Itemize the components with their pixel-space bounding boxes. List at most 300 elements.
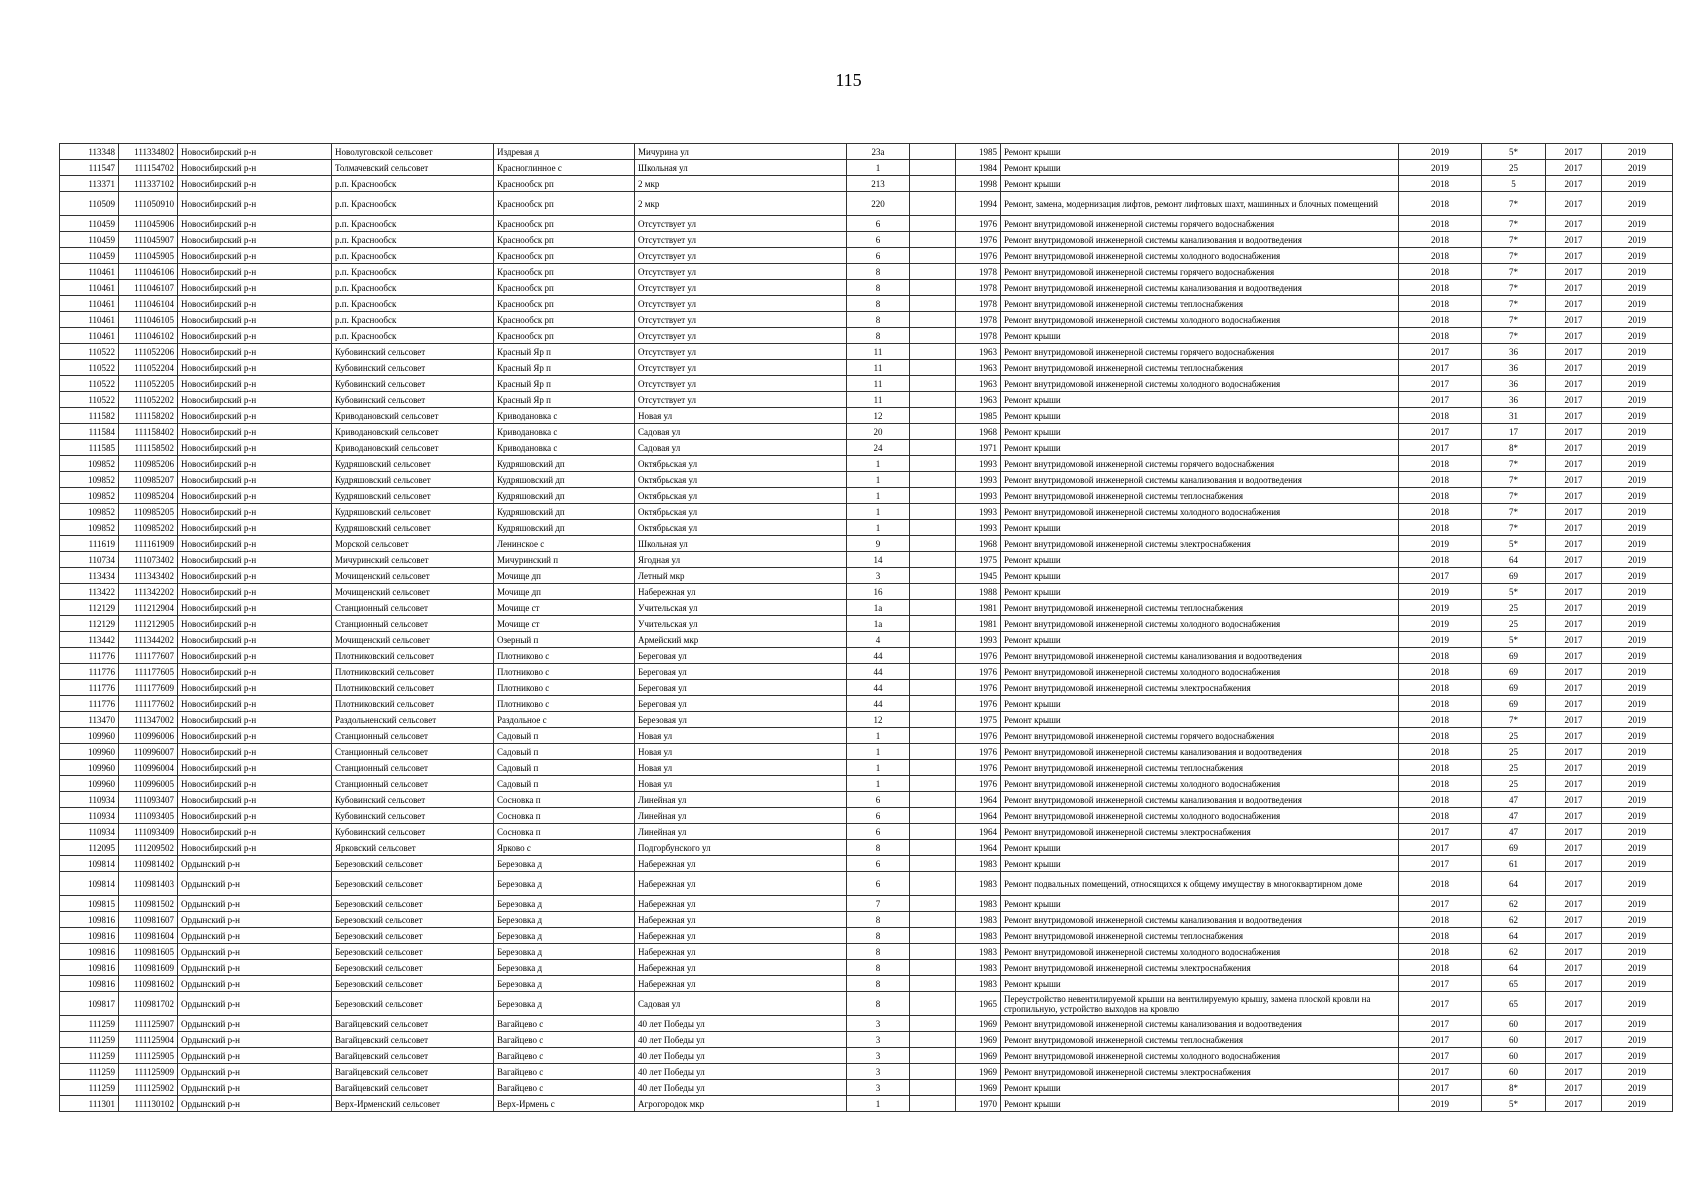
locality-cell: Вагайцево с: [494, 1080, 635, 1096]
blank-cell: [910, 520, 956, 536]
street-cell: Октябрьская ул: [635, 472, 847, 488]
district-cell: Новосибирский р-н: [178, 456, 332, 472]
end-year-cell: 2019: [1602, 648, 1673, 664]
term-cell: 7*: [1482, 520, 1546, 536]
id-cell: 112129: [60, 616, 119, 632]
plan-year-cell: 2018: [1399, 232, 1482, 248]
end-year-cell: 2019: [1602, 264, 1673, 280]
year-built-cell: 1993: [956, 520, 1001, 536]
code-cell: 110996004: [119, 760, 178, 776]
start-year-cell: 2017: [1546, 408, 1602, 424]
term-cell: 7*: [1482, 232, 1546, 248]
term-cell: 25: [1482, 616, 1546, 632]
term-cell: 61: [1482, 856, 1546, 872]
end-year-cell: 2019: [1602, 144, 1673, 160]
house-cell: 1: [847, 744, 910, 760]
house-cell: 1: [847, 504, 910, 520]
street-cell: Новая ул: [635, 408, 847, 424]
term-cell: 7*: [1482, 328, 1546, 344]
work-type-cell: Ремонт внутридомовой инженерной системы холодного водоснабжения: [1001, 504, 1399, 520]
plan-year-cell: 2017: [1399, 440, 1482, 456]
id-cell: 111619: [60, 536, 119, 552]
street-cell: Береговая ул: [635, 648, 847, 664]
year-built-cell: 1976: [956, 216, 1001, 232]
term-cell: 64: [1482, 960, 1546, 976]
year-built-cell: 1976: [956, 680, 1001, 696]
start-year-cell: 2017: [1546, 488, 1602, 504]
term-cell: 7*: [1482, 264, 1546, 280]
term-cell: 5*: [1482, 144, 1546, 160]
code-cell: 110981402: [119, 856, 178, 872]
house-cell: 8: [847, 280, 910, 296]
plan-year-cell: 2017: [1399, 856, 1482, 872]
work-type-cell: Ремонт внутридомовой инженерной системы холодного водоснабжения: [1001, 312, 1399, 328]
locality-cell: Раздольное с: [494, 712, 635, 728]
blank-cell: [910, 856, 956, 872]
id-cell: 109852: [60, 472, 119, 488]
house-cell: 4: [847, 632, 910, 648]
code-cell: 111130102: [119, 1096, 178, 1112]
code-cell: 111052204: [119, 360, 178, 376]
table-row: [60, 408, 1673, 424]
district-cell: Новосибирский р-н: [178, 712, 332, 728]
year-built-cell: 1993: [956, 472, 1001, 488]
id-cell: 111547: [60, 160, 119, 176]
year-built-cell: 1968: [956, 424, 1001, 440]
blank-cell: [910, 192, 956, 216]
work-type-cell: Ремонт крыши: [1001, 1096, 1399, 1112]
code-cell: 110981604: [119, 928, 178, 944]
work-type-cell: Ремонт крыши: [1001, 856, 1399, 872]
code-cell: 111125905: [119, 1048, 178, 1064]
term-cell: 47: [1482, 792, 1546, 808]
table-row: [60, 776, 1673, 792]
year-built-cell: 1978: [956, 312, 1001, 328]
house-cell: 1: [847, 472, 910, 488]
house-cell: 20: [847, 424, 910, 440]
end-year-cell: 2019: [1602, 616, 1673, 632]
blank-cell: [910, 280, 956, 296]
table-row: [60, 192, 1673, 216]
street-cell: 40 лет Победы ул: [635, 1064, 847, 1080]
table-row: [60, 928, 1673, 944]
code-cell: 111212905: [119, 616, 178, 632]
municipality-cell: Станционный сельсовет: [332, 616, 494, 632]
start-year-cell: 2017: [1546, 744, 1602, 760]
plan-year-cell: 2017: [1399, 896, 1482, 912]
end-year-cell: 2019: [1602, 176, 1673, 192]
municipality-cell: Морской сельсовет: [332, 536, 494, 552]
plan-year-cell: 2018: [1399, 520, 1482, 536]
plan-year-cell: 2017: [1399, 992, 1482, 1016]
term-cell: 7*: [1482, 472, 1546, 488]
district-cell: Новосибирский р-н: [178, 584, 332, 600]
start-year-cell: 2017: [1546, 248, 1602, 264]
blank-cell: [910, 216, 956, 232]
district-cell: Ордынский р-н: [178, 856, 332, 872]
id-cell: 110459: [60, 248, 119, 264]
plan-year-cell: 2019: [1399, 616, 1482, 632]
id-cell: 110522: [60, 344, 119, 360]
code-cell: 111045906: [119, 216, 178, 232]
blank-cell: [910, 488, 956, 504]
code-cell: 111177605: [119, 664, 178, 680]
work-type-cell: Ремонт внутридомовой инженерной системы электроснабжения: [1001, 680, 1399, 696]
municipality-cell: Криводановский сельсовет: [332, 440, 494, 456]
municipality-cell: Мочищенский сельсовет: [332, 632, 494, 648]
end-year-cell: 2019: [1602, 728, 1673, 744]
blank-cell: [910, 160, 956, 176]
end-year-cell: 2019: [1602, 312, 1673, 328]
start-year-cell: 2017: [1546, 392, 1602, 408]
locality-cell: Кудряшовский дп: [494, 504, 635, 520]
blank-cell: [910, 328, 956, 344]
table-row: [60, 424, 1673, 440]
house-cell: 16: [847, 584, 910, 600]
id-cell: 109960: [60, 760, 119, 776]
start-year-cell: 2017: [1546, 944, 1602, 960]
id-cell: 111585: [60, 440, 119, 456]
house-cell: 44: [847, 680, 910, 696]
locality-cell: Краснообск рп: [494, 248, 635, 264]
blank-cell: [910, 1016, 956, 1032]
street-cell: Отсутствует ул: [635, 344, 847, 360]
table-row: [60, 296, 1673, 312]
district-cell: Новосибирский р-н: [178, 664, 332, 680]
term-cell: 64: [1482, 928, 1546, 944]
code-cell: 110996007: [119, 744, 178, 760]
id-cell: 109816: [60, 912, 119, 928]
term-cell: 36: [1482, 344, 1546, 360]
year-built-cell: 1968: [956, 536, 1001, 552]
municipality-cell: Березовский сельсовет: [332, 992, 494, 1016]
municipality-cell: Березовский сельсовет: [332, 944, 494, 960]
house-cell: 8: [847, 960, 910, 976]
start-year-cell: 2017: [1546, 632, 1602, 648]
id-cell: 109960: [60, 776, 119, 792]
end-year-cell: 2019: [1602, 792, 1673, 808]
house-cell: 6: [847, 808, 910, 824]
code-cell: 111342202: [119, 584, 178, 600]
locality-cell: Краснообск рп: [494, 296, 635, 312]
table-row: [60, 232, 1673, 248]
blank-cell: [910, 696, 956, 712]
locality-cell: Ленинское с: [494, 536, 635, 552]
street-cell: Подгорбунского ул: [635, 840, 847, 856]
plan-year-cell: 2018: [1399, 712, 1482, 728]
start-year-cell: 2017: [1546, 536, 1602, 552]
blank-cell: [910, 456, 956, 472]
table-row: [60, 744, 1673, 760]
end-year-cell: 2019: [1602, 1096, 1673, 1112]
locality-cell: Кудряшовский дп: [494, 520, 635, 536]
end-year-cell: 2019: [1602, 456, 1673, 472]
start-year-cell: 2017: [1546, 520, 1602, 536]
locality-cell: Ярково с: [494, 840, 635, 856]
plan-year-cell: 2019: [1399, 1096, 1482, 1112]
start-year-cell: 2017: [1546, 1080, 1602, 1096]
work-type-cell: Ремонт внутридомовой инженерной системы канализования и водоотведения: [1001, 1016, 1399, 1032]
locality-cell: Мочище ст: [494, 616, 635, 632]
district-cell: Ордынский р-н: [178, 1048, 332, 1064]
house-cell: 8: [847, 296, 910, 312]
house-cell: 6: [847, 856, 910, 872]
end-year-cell: 2019: [1602, 440, 1673, 456]
plan-year-cell: 2018: [1399, 776, 1482, 792]
house-cell: 44: [847, 664, 910, 680]
term-cell: 25: [1482, 776, 1546, 792]
year-built-cell: 1976: [956, 696, 1001, 712]
start-year-cell: 2017: [1546, 1096, 1602, 1112]
plan-year-cell: 2019: [1399, 632, 1482, 648]
end-year-cell: 2019: [1602, 472, 1673, 488]
street-cell: Садовая ул: [635, 992, 847, 1016]
house-cell: 1: [847, 776, 910, 792]
house-cell: 12: [847, 408, 910, 424]
code-cell: 111046104: [119, 296, 178, 312]
year-built-cell: 1976: [956, 760, 1001, 776]
house-cell: 8: [847, 312, 910, 328]
locality-cell: Мичуринский п: [494, 552, 635, 568]
year-built-cell: 1994: [956, 192, 1001, 216]
end-year-cell: 2019: [1602, 376, 1673, 392]
work-type-cell: Ремонт крыши: [1001, 424, 1399, 440]
street-cell: Учительская ул: [635, 616, 847, 632]
locality-cell: Красный Яр п: [494, 360, 635, 376]
start-year-cell: 2017: [1546, 912, 1602, 928]
end-year-cell: 2019: [1602, 928, 1673, 944]
locality-cell: Вагайцево с: [494, 1032, 635, 1048]
id-cell: 110461: [60, 312, 119, 328]
locality-cell: Березовка д: [494, 912, 635, 928]
municipality-cell: Вагайцевский сельсовет: [332, 1048, 494, 1064]
house-cell: 11: [847, 360, 910, 376]
plan-year-cell: 2018: [1399, 944, 1482, 960]
municipality-cell: Мочищенский сельсовет: [332, 584, 494, 600]
blank-cell: [910, 728, 956, 744]
work-type-cell: Ремонт внутридомовой инженерной системы теплоснабжения: [1001, 488, 1399, 504]
municipality-cell: Плотниковский сельсовет: [332, 648, 494, 664]
code-cell: 111046107: [119, 280, 178, 296]
start-year-cell: 2017: [1546, 872, 1602, 896]
district-cell: Новосибирский р-н: [178, 360, 332, 376]
street-cell: 40 лет Победы ул: [635, 1080, 847, 1096]
work-type-cell: Ремонт внутридомовой инженерной системы теплоснабжения: [1001, 600, 1399, 616]
table-row: [60, 456, 1673, 472]
id-cell: 113371: [60, 176, 119, 192]
table-row: [60, 1016, 1673, 1032]
table-row: [60, 944, 1673, 960]
start-year-cell: 2017: [1546, 928, 1602, 944]
locality-cell: Вагайцево с: [494, 1016, 635, 1032]
locality-cell: Кудряшовский дп: [494, 456, 635, 472]
work-type-cell: Ремонт крыши: [1001, 632, 1399, 648]
end-year-cell: 2019: [1602, 216, 1673, 232]
term-cell: 5*: [1482, 1096, 1546, 1112]
district-cell: Новосибирский р-н: [178, 264, 332, 280]
blank-cell: [910, 408, 956, 424]
end-year-cell: 2019: [1602, 976, 1673, 992]
locality-cell: Краснообск рп: [494, 312, 635, 328]
municipality-cell: Кубовинский сельсовет: [332, 808, 494, 824]
blank-cell: [910, 232, 956, 248]
blank-cell: [910, 392, 956, 408]
street-cell: Ягодная ул: [635, 552, 847, 568]
house-cell: 3: [847, 1080, 910, 1096]
plan-year-cell: 2018: [1399, 216, 1482, 232]
locality-cell: Верх-Ирмень с: [494, 1096, 635, 1112]
street-cell: Отсутствует ул: [635, 232, 847, 248]
street-cell: Линейная ул: [635, 824, 847, 840]
district-cell: Новосибирский р-н: [178, 744, 332, 760]
code-cell: 110985206: [119, 456, 178, 472]
end-year-cell: 2019: [1602, 280, 1673, 296]
id-cell: 109816: [60, 976, 119, 992]
id-cell: 111259: [60, 1048, 119, 1064]
blank-cell: [910, 1064, 956, 1080]
table-row: [60, 1048, 1673, 1064]
work-type-cell: Ремонт внутридомовой инженерной системы холодного водоснабжения: [1001, 616, 1399, 632]
code-cell: 111209502: [119, 840, 178, 856]
house-cell: 1: [847, 728, 910, 744]
district-cell: Новосибирский р-н: [178, 344, 332, 360]
locality-cell: Березовка д: [494, 992, 635, 1016]
end-year-cell: 2019: [1602, 328, 1673, 344]
district-cell: Новосибирский р-н: [178, 840, 332, 856]
end-year-cell: 2019: [1602, 1064, 1673, 1080]
locality-cell: Садовый п: [494, 776, 635, 792]
plan-year-cell: 2018: [1399, 680, 1482, 696]
blank-cell: [910, 776, 956, 792]
work-type-cell: Ремонт внутридомовой инженерной системы канализования и водоотведения: [1001, 232, 1399, 248]
start-year-cell: 2017: [1546, 176, 1602, 192]
house-cell: 1: [847, 760, 910, 776]
work-type-cell: Ремонт внутридомовой инженерной системы электроснабжения: [1001, 824, 1399, 840]
plan-year-cell: 2018: [1399, 912, 1482, 928]
id-cell: 113348: [60, 144, 119, 160]
district-cell: Новосибирский р-н: [178, 440, 332, 456]
term-cell: 25: [1482, 600, 1546, 616]
district-cell: Новосибирский р-н: [178, 600, 332, 616]
plan-year-cell: 2018: [1399, 872, 1482, 896]
locality-cell: Вагайцево с: [494, 1048, 635, 1064]
plan-year-cell: 2017: [1399, 376, 1482, 392]
plan-year-cell: 2018: [1399, 176, 1482, 192]
code-cell: 110996005: [119, 776, 178, 792]
plan-year-cell: 2018: [1399, 744, 1482, 760]
code-cell: 110996006: [119, 728, 178, 744]
blank-cell: [910, 536, 956, 552]
year-built-cell: 1998: [956, 176, 1001, 192]
district-cell: Новосибирский р-н: [178, 808, 332, 824]
municipality-cell: Кудряшовский сельсовет: [332, 488, 494, 504]
street-cell: Отсутствует ул: [635, 376, 847, 392]
id-cell: 109852: [60, 504, 119, 520]
table-row: [60, 976, 1673, 992]
plan-year-cell: 2018: [1399, 312, 1482, 328]
locality-cell: Вагайцево с: [494, 1064, 635, 1080]
code-cell: 111045907: [119, 232, 178, 248]
district-cell: Ордынский р-н: [178, 1080, 332, 1096]
table-row: [60, 440, 1673, 456]
locality-cell: Красный Яр п: [494, 344, 635, 360]
year-built-cell: 1969: [956, 1064, 1001, 1080]
locality-cell: Краснообск рп: [494, 176, 635, 192]
blank-cell: [910, 632, 956, 648]
table-row: [60, 664, 1673, 680]
year-built-cell: 1976: [956, 648, 1001, 664]
start-year-cell: 2017: [1546, 456, 1602, 472]
blank-cell: [910, 976, 956, 992]
year-built-cell: 1976: [956, 744, 1001, 760]
table-row: [60, 600, 1673, 616]
table-row: [60, 280, 1673, 296]
work-type-cell: Ремонт внутридомовой инженерной системы горячего водоснабжения: [1001, 264, 1399, 280]
house-cell: 8: [847, 840, 910, 856]
work-type-cell: Ремонт крыши: [1001, 520, 1399, 536]
work-type-cell: Ремонт внутридомовой инженерной системы горячего водоснабжения: [1001, 728, 1399, 744]
street-cell: Набережная ул: [635, 872, 847, 896]
municipality-cell: Новолуговской сельсовет: [332, 144, 494, 160]
locality-cell: Березовка д: [494, 976, 635, 992]
id-cell: 111259: [60, 1064, 119, 1080]
municipality-cell: Березовский сельсовет: [332, 856, 494, 872]
blank-cell: [910, 472, 956, 488]
house-cell: 8: [847, 264, 910, 280]
code-cell: 111161909: [119, 536, 178, 552]
plan-year-cell: 2018: [1399, 192, 1482, 216]
year-built-cell: 1963: [956, 392, 1001, 408]
street-cell: Береговая ул: [635, 664, 847, 680]
district-cell: Новосибирский р-н: [178, 280, 332, 296]
end-year-cell: 2019: [1602, 776, 1673, 792]
district-cell: Новосибирский р-н: [178, 392, 332, 408]
district-cell: Новосибирский р-н: [178, 552, 332, 568]
start-year-cell: 2017: [1546, 976, 1602, 992]
code-cell: 111154702: [119, 160, 178, 176]
blank-cell: [910, 360, 956, 376]
plan-year-cell: 2019: [1399, 584, 1482, 600]
locality-cell: Березовка д: [494, 896, 635, 912]
code-cell: 110985202: [119, 520, 178, 536]
district-cell: Новосибирский р-н: [178, 216, 332, 232]
table-row: [60, 792, 1673, 808]
blank-cell: [910, 1048, 956, 1064]
house-cell: 8: [847, 992, 910, 1016]
house-cell: 11: [847, 392, 910, 408]
blank-cell: [910, 1096, 956, 1112]
street-cell: Октябрьская ул: [635, 520, 847, 536]
table-row: [60, 552, 1673, 568]
code-cell: 111050910: [119, 192, 178, 216]
id-cell: 113470: [60, 712, 119, 728]
plan-year-cell: 2017: [1399, 1064, 1482, 1080]
start-year-cell: 2017: [1546, 960, 1602, 976]
term-cell: 69: [1482, 840, 1546, 856]
work-type-cell: Ремонт крыши: [1001, 696, 1399, 712]
house-cell: 12: [847, 712, 910, 728]
work-type-cell: Переустройство невентилируемой крыши на вентилируемую крышу, замена плоской кровли на стропильную, устройство выходов на кровлю: [1001, 992, 1399, 1016]
start-year-cell: 2017: [1546, 312, 1602, 328]
id-cell: 110934: [60, 808, 119, 824]
end-year-cell: 2019: [1602, 680, 1673, 696]
year-built-cell: 1976: [956, 728, 1001, 744]
street-cell: Набережная ул: [635, 856, 847, 872]
year-built-cell: 1993: [956, 632, 1001, 648]
street-cell: 40 лет Победы ул: [635, 1048, 847, 1064]
term-cell: 69: [1482, 696, 1546, 712]
code-cell: 111125904: [119, 1032, 178, 1048]
